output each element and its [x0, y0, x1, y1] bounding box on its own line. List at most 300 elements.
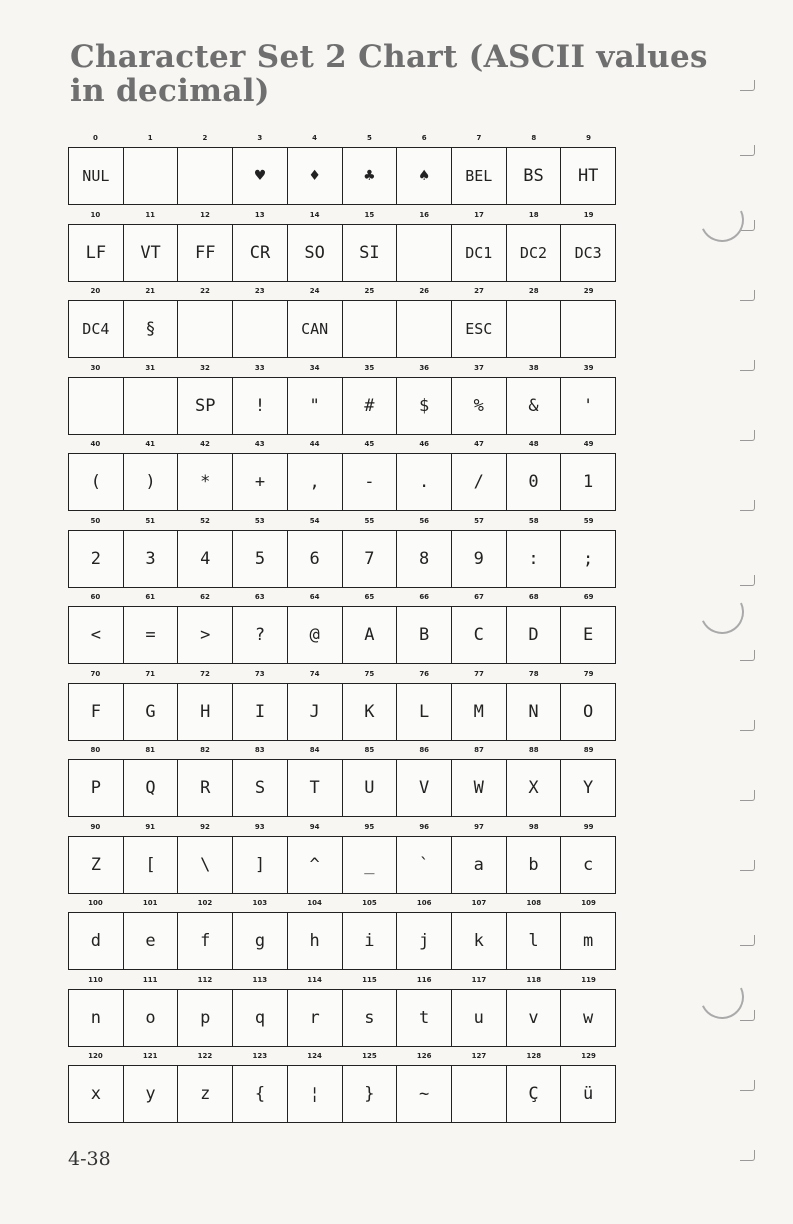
code-number: 14	[309, 210, 320, 219]
code-number-row	[68, 897, 616, 912]
character-cell	[69, 990, 124, 1046]
code-number: 110	[88, 975, 103, 984]
character-glyph: LF	[85, 242, 107, 263]
character-cell	[233, 378, 288, 434]
character-glyph: BEL	[465, 167, 493, 185]
character-cell	[561, 990, 615, 1046]
character-cell	[343, 684, 398, 740]
code-number: 74	[309, 669, 320, 678]
character-glyph: C	[473, 625, 484, 645]
character-glyph: ;	[583, 548, 594, 569]
code-number: 123	[252, 1052, 268, 1060]
code-number: 47	[474, 440, 484, 448]
character-glyph: §	[145, 319, 156, 339]
code-number: 8	[531, 134, 537, 142]
character-glyph: p	[200, 1007, 211, 1028]
character-glyph: :	[528, 548, 539, 569]
code-number: 24	[309, 287, 320, 295]
character-glyph: Ç	[528, 1084, 539, 1104]
character-glyph: [	[145, 854, 156, 875]
character-cell	[397, 913, 452, 969]
character-glyph: BS	[523, 166, 544, 186]
character-cell	[397, 301, 452, 357]
code-number: 2	[202, 134, 208, 142]
character-cell	[397, 531, 452, 587]
code-number: 106	[416, 899, 432, 907]
margin-tab	[740, 145, 755, 156]
character-glyph: U	[364, 778, 375, 798]
character-glyph: 0	[528, 472, 539, 492]
code-number: 82	[200, 746, 210, 754]
character-glyph: DC4	[82, 320, 110, 338]
character-cell	[507, 913, 562, 969]
code-number: 11	[145, 210, 156, 219]
character-glyph: F	[90, 701, 101, 722]
code-number: 117	[471, 975, 487, 984]
code-number: 55	[364, 516, 375, 525]
code-number: 46	[419, 440, 430, 448]
character-glyph: #	[364, 395, 375, 416]
code-number-row	[68, 515, 616, 530]
character-cell	[178, 607, 233, 663]
code-number: 44	[309, 440, 320, 448]
character-glyph: &	[528, 395, 539, 416]
code-number-row	[68, 209, 616, 224]
code-number: 88	[528, 746, 539, 754]
code-number: 13	[254, 210, 265, 219]
character-glyph: z	[200, 1084, 211, 1104]
character-glyph: ESC	[465, 320, 493, 338]
character-cell	[178, 684, 233, 740]
character-cell	[397, 225, 452, 281]
code-number: 39	[583, 363, 594, 372]
code-number: 52	[200, 516, 210, 525]
character-grid-row	[68, 530, 616, 588]
character-glyph: 3	[145, 548, 156, 569]
code-number: 120	[88, 1052, 103, 1060]
character-cell	[452, 684, 507, 740]
code-number: 22	[200, 287, 210, 295]
code-number: 122	[197, 1052, 213, 1060]
character-cell	[452, 531, 507, 587]
character-glyph: P	[90, 778, 101, 798]
character-glyph: H	[200, 701, 211, 722]
character-glyph: 2	[90, 548, 101, 569]
code-number: 57	[474, 516, 484, 525]
character-cell	[452, 990, 507, 1046]
character-cell	[452, 148, 507, 204]
character-glyph: a	[473, 854, 484, 875]
character-cell	[343, 148, 398, 204]
character-glyph: D	[528, 625, 539, 645]
character-cell	[178, 378, 233, 434]
code-number: 75	[364, 669, 375, 678]
character-glyph: HT	[577, 166, 599, 186]
chart-row	[68, 209, 616, 286]
chart-row	[68, 821, 616, 898]
character-cell	[397, 760, 452, 816]
character-glyph: $	[418, 395, 430, 416]
character-cell	[452, 837, 507, 893]
character-glyph: J	[309, 701, 320, 722]
code-number: 15	[364, 210, 375, 219]
character-glyph: d	[90, 931, 101, 951]
character-glyph: ¦	[309, 1084, 320, 1104]
character-grid-row	[68, 300, 616, 358]
character-glyph: N	[528, 701, 539, 722]
character-glyph: !	[254, 395, 266, 416]
code-number: 107	[471, 899, 487, 907]
code-number: 21	[145, 287, 156, 295]
character-cell	[343, 837, 398, 893]
character-glyph: I	[254, 701, 266, 722]
code-number: 35	[364, 363, 375, 372]
character-cell	[124, 913, 179, 969]
character-glyph: CAN	[301, 320, 329, 338]
character-cell	[124, 301, 179, 357]
code-number: 92	[200, 822, 210, 831]
character-cell	[288, 990, 343, 1046]
margin-tab	[740, 500, 755, 511]
character-glyph: t	[418, 1007, 430, 1028]
character-cell	[69, 913, 124, 969]
code-number: 104	[307, 899, 322, 907]
code-number: 124	[307, 1052, 322, 1060]
character-glyph: FF	[195, 242, 216, 263]
character-glyph: )	[145, 472, 156, 492]
code-number-row	[68, 591, 616, 606]
character-cell	[69, 531, 124, 587]
margin-tab	[740, 720, 755, 731]
character-cell	[124, 837, 179, 893]
character-cell	[178, 301, 233, 357]
character-glyph: SP	[195, 395, 216, 416]
character-cell	[343, 225, 398, 281]
character-cell	[507, 607, 562, 663]
code-number: 99	[583, 822, 594, 831]
code-number: 37	[474, 363, 484, 372]
character-cell	[343, 913, 398, 969]
code-number: 31	[145, 363, 156, 372]
character-glyph: ,	[309, 472, 320, 492]
character-glyph: w	[583, 1007, 594, 1028]
code-number: 89	[583, 746, 594, 754]
character-set-chart	[68, 132, 616, 1127]
character-grid-row	[68, 836, 616, 894]
code-number: 56	[419, 516, 430, 525]
character-grid-row	[68, 147, 616, 205]
chart-row	[68, 1050, 616, 1127]
code-number: 6	[421, 134, 427, 142]
character-cell	[288, 760, 343, 816]
character-glyph: l	[528, 931, 539, 951]
character-cell	[452, 301, 507, 357]
character-glyph: SI	[359, 242, 380, 263]
code-number: 127	[471, 1052, 487, 1060]
character-cell	[507, 378, 562, 434]
character-cell	[124, 378, 179, 434]
code-number: 25	[364, 287, 375, 295]
code-number: 67	[474, 593, 484, 601]
character-glyph: ~	[418, 1084, 430, 1104]
chart-row	[68, 591, 616, 668]
character-cell	[178, 1066, 233, 1122]
code-number: 50	[90, 516, 101, 525]
character-glyph: NUL	[82, 167, 110, 185]
character-glyph: >	[200, 625, 211, 645]
character-cell	[69, 684, 124, 740]
character-cell	[561, 760, 615, 816]
code-number: 64	[309, 593, 320, 601]
binder-hole	[694, 584, 750, 640]
character-cell	[288, 301, 343, 357]
code-number: 63	[254, 593, 265, 601]
character-glyph: ?	[254, 625, 266, 645]
code-number: 58	[528, 516, 539, 525]
character-cell	[452, 225, 507, 281]
character-cell	[343, 454, 398, 510]
character-glyph: CR	[249, 242, 271, 263]
chart-row	[68, 897, 616, 974]
character-glyph: K	[364, 701, 375, 722]
chart-row	[68, 132, 616, 209]
character-glyph: ]	[254, 854, 266, 875]
character-cell	[124, 225, 179, 281]
character-cell	[69, 225, 124, 281]
character-grid-row	[68, 606, 616, 664]
code-number: 116	[416, 975, 432, 984]
code-number: 40	[90, 440, 101, 448]
character-glyph: T	[309, 778, 320, 798]
character-glyph: _	[364, 854, 375, 875]
character-cell	[561, 1066, 615, 1122]
character-glyph: ü	[583, 1084, 594, 1104]
character-cell	[69, 607, 124, 663]
code-number: 36	[419, 363, 430, 372]
chart-row	[68, 668, 616, 745]
character-glyph: G	[145, 701, 156, 722]
character-cell	[561, 301, 615, 357]
character-cell	[178, 837, 233, 893]
code-number-row	[68, 974, 616, 989]
character-cell	[561, 225, 615, 281]
character-glyph: R	[200, 778, 211, 798]
code-number: 29	[583, 287, 594, 295]
page-title: Character Set 2 Chart (ASCII values in decimal)	[70, 39, 708, 109]
character-cell	[69, 1066, 124, 1122]
character-cell	[507, 684, 562, 740]
character-cell	[233, 913, 288, 969]
code-number: 12	[200, 210, 210, 219]
code-number: 48	[528, 440, 539, 448]
character-cell	[178, 225, 233, 281]
character-glyph: %	[473, 395, 484, 416]
character-glyph: /	[473, 472, 484, 492]
chart-row	[68, 362, 616, 439]
margin-tab	[740, 935, 755, 946]
character-grid-row	[68, 453, 616, 511]
character-cell	[397, 454, 452, 510]
character-glyph: ♥	[254, 166, 266, 186]
character-cell	[507, 760, 562, 816]
code-number: 18	[528, 210, 539, 219]
character-glyph: 4	[200, 548, 211, 569]
code-number: 9	[586, 134, 592, 142]
character-cell	[452, 378, 507, 434]
character-grid-row	[68, 989, 616, 1047]
character-cell	[397, 684, 452, 740]
character-glyph: DC1	[465, 243, 493, 262]
character-cell	[397, 607, 452, 663]
code-number-row	[68, 1050, 616, 1065]
character-cell	[288, 1066, 343, 1122]
character-grid-row	[68, 377, 616, 435]
character-glyph: DC2	[519, 243, 548, 262]
character-glyph: b	[528, 854, 539, 875]
character-grid-row	[68, 759, 616, 817]
code-number: 51	[145, 516, 156, 525]
character-glyph: q	[254, 1007, 266, 1028]
character-cell	[124, 760, 179, 816]
character-glyph: \	[200, 854, 211, 875]
code-number: 23	[254, 287, 265, 295]
character-cell	[233, 454, 288, 510]
character-glyph: +	[254, 472, 266, 492]
character-grid-row	[68, 224, 616, 282]
character-cell	[69, 837, 124, 893]
code-number: 112	[197, 975, 213, 984]
character-glyph: ♣	[364, 166, 375, 186]
character-cell	[507, 454, 562, 510]
character-glyph: k	[473, 931, 484, 951]
code-number: 0	[92, 134, 98, 142]
code-number: 32	[200, 363, 210, 372]
code-number: 109	[581, 899, 596, 907]
character-cell	[233, 148, 288, 204]
code-number: 77	[474, 669, 484, 678]
code-number: 126	[416, 1052, 432, 1060]
character-cell	[233, 1066, 288, 1122]
character-cell	[507, 990, 562, 1046]
character-cell	[124, 684, 179, 740]
character-grid-row	[68, 912, 616, 970]
character-glyph: 7	[364, 548, 375, 569]
character-cell	[452, 913, 507, 969]
code-number: 93	[254, 822, 265, 831]
code-number: 76	[419, 669, 430, 678]
character-cell	[343, 531, 398, 587]
code-number: 84	[309, 746, 320, 754]
code-number: 105	[362, 899, 377, 907]
character-glyph: SO	[304, 242, 325, 263]
code-number: 119	[581, 975, 596, 984]
character-cell	[507, 301, 562, 357]
character-cell	[343, 301, 398, 357]
character-cell	[178, 760, 233, 816]
code-number: 30	[90, 363, 101, 372]
character-glyph: (	[90, 472, 101, 492]
code-number: 60	[90, 593, 101, 601]
code-number-row	[68, 362, 616, 377]
character-cell	[397, 990, 452, 1046]
code-number: 91	[145, 822, 156, 831]
character-glyph: 5	[254, 548, 266, 569]
code-number: 118	[526, 975, 542, 984]
character-glyph: 9	[473, 548, 484, 569]
code-number: 53	[254, 516, 265, 525]
character-cell	[561, 531, 615, 587]
chart-row	[68, 285, 616, 362]
character-glyph: e	[145, 931, 156, 951]
character-cell	[233, 684, 288, 740]
code-number: 79	[583, 669, 594, 678]
character-cell	[178, 531, 233, 587]
character-grid-row	[68, 1065, 616, 1123]
code-number: 62	[200, 593, 210, 601]
code-number: 108	[526, 899, 542, 907]
character-glyph: r	[309, 1007, 320, 1028]
code-number: 54	[309, 516, 320, 525]
character-glyph: X	[528, 778, 539, 798]
character-cell	[561, 148, 615, 204]
code-number: 80	[90, 746, 101, 754]
character-cell	[124, 607, 179, 663]
margin-tab	[740, 290, 755, 301]
character-cell	[178, 913, 233, 969]
code-number: 61	[145, 593, 156, 601]
code-number-row	[68, 668, 616, 683]
character-glyph: 8	[418, 548, 430, 569]
character-glyph: S	[254, 778, 266, 798]
character-cell	[288, 913, 343, 969]
code-number-row	[68, 285, 616, 300]
code-number: 66	[419, 593, 430, 601]
margin-tab	[740, 860, 755, 871]
character-glyph: @	[309, 625, 320, 645]
margin-tab	[740, 80, 755, 91]
character-cell	[561, 837, 615, 893]
character-cell	[507, 837, 562, 893]
character-glyph: O	[583, 701, 594, 722]
code-number: 3	[257, 134, 263, 142]
character-cell	[69, 454, 124, 510]
character-glyph: x	[90, 1084, 101, 1104]
character-glyph: Z	[90, 854, 101, 875]
character-cell	[124, 1066, 179, 1122]
character-cell	[397, 378, 452, 434]
character-glyph: ^	[309, 854, 320, 875]
character-glyph: 6	[309, 548, 320, 569]
code-number: 103	[252, 899, 268, 907]
character-glyph: VT	[140, 242, 161, 263]
binder-hole	[694, 192, 750, 248]
code-number: 1	[147, 134, 153, 142]
code-number: 65	[364, 593, 375, 601]
character-cell	[178, 454, 233, 510]
character-cell	[178, 148, 233, 204]
character-cell	[343, 378, 398, 434]
code-number: 78	[528, 669, 539, 678]
character-cell	[452, 1066, 507, 1122]
character-cell	[561, 913, 615, 969]
character-glyph: n	[90, 1007, 101, 1028]
code-number: 113	[252, 975, 268, 984]
character-cell	[124, 148, 179, 204]
character-glyph: E	[583, 625, 594, 645]
code-number: 38	[528, 363, 539, 372]
character-cell	[507, 531, 562, 587]
character-cell	[561, 378, 615, 434]
